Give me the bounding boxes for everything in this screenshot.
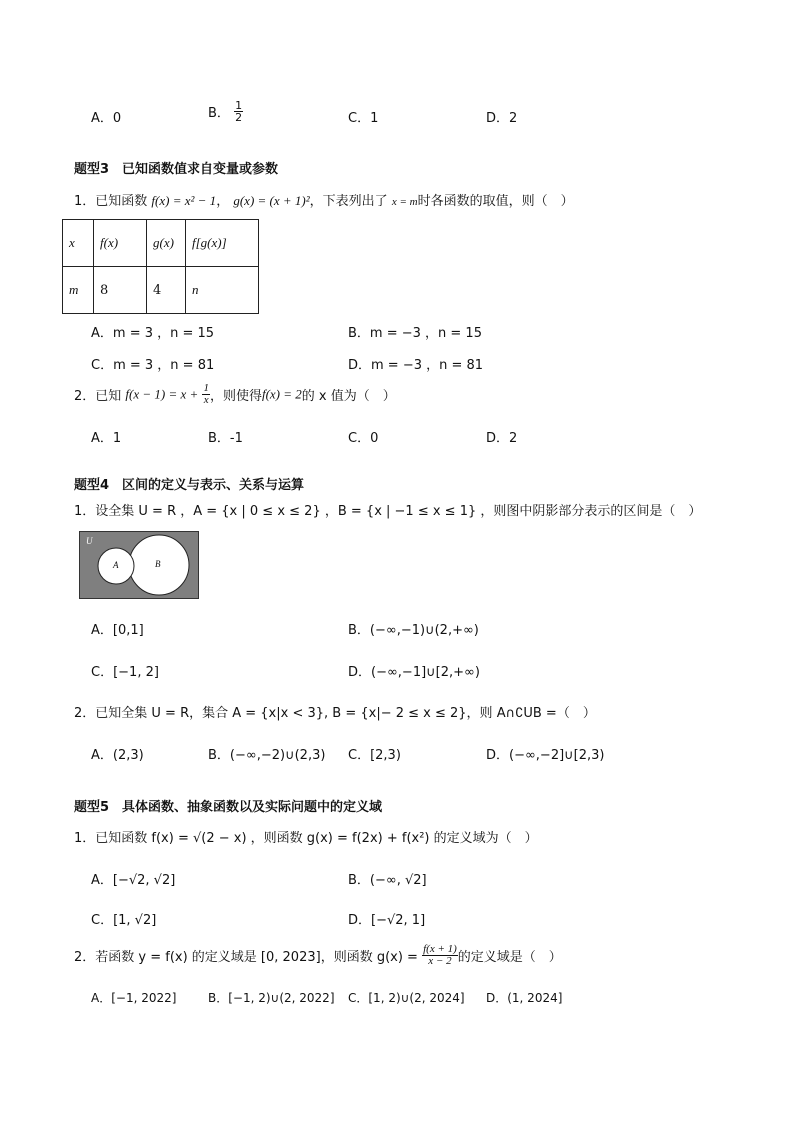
s5-q1-option-a: A．[−√2, √2] (91, 873, 176, 888)
venn-label-b: B (155, 559, 161, 569)
table-cell: g(x) (147, 220, 186, 267)
s4-q2-option-d: D．(−∞,−2]∪[2,3) (486, 748, 605, 763)
table-cell: f(x) (94, 220, 147, 267)
table-cell: f[g(x)] (186, 220, 259, 267)
section-title-3: 题型3 已知函数值求自变量或参数 (74, 162, 279, 177)
s3-q1-option-b: B．m = −3 ，n = 15 (348, 326, 482, 341)
s5-q1-option-c: C．[1, √2] (91, 913, 157, 928)
values-table (62, 219, 259, 314)
table-cell: x (63, 220, 94, 267)
s5-q2-option-b: B．[−1, 2)∪(2, 2022] (208, 991, 335, 1005)
table-row (63, 267, 259, 314)
s5-q1-option-b: B．(−∞, √2] (348, 873, 427, 888)
section-title-5: 题型5 具体函数、抽象函数以及实际问题中的定义域 (74, 800, 383, 815)
s5-q1-stem: 1．已知函数 f(x) = √(2 − x) ，则函数 g(x) = f(2x) + f(x²) 的定义域为（ ） (74, 831, 538, 846)
s4-q1-option-a: A．[0,1] (91, 623, 144, 638)
s4-q1-option-c: C．[−1, 2] (91, 665, 159, 680)
s5-q2-option-d: D．(1, 2024] (486, 991, 563, 1005)
s3-q2-stem: 2．已知 f(x − 1) = x + $\frac{1}{x}$ ，则使得f(x) = 2的 x 值为（ ） (74, 382, 396, 406)
table-cell: m (63, 267, 94, 314)
s4-q1-option-d: D．(−∞,−1]∪[2,+∞) (348, 665, 480, 680)
s5-q2-stem: 2．若函数 y = f(x) 的定义域是 [0, 2023]，则函数 g(x) = $\frac{f(x + 1)}{x - 2}$ 的定义域是（ ） (74, 943, 562, 967)
fraction-f-over-x-minus-2: $\frac{f(x + 1)}{x - 2}$ (423, 943, 457, 967)
s3-q2-option-d: D．2 (486, 431, 518, 446)
prev-option-b (208, 100, 243, 123)
s3-q1-stem: 1．已知函数 f(x) = x² − 1， g(x) = (x + 1)²，下表列出了 x = m时各函数的取值，则（ ） (74, 193, 574, 209)
s5-q1-option-d: D．[−√2, 1] (348, 913, 426, 928)
s3-q2-option-a: A．1 (91, 431, 122, 446)
s4-q2-option-b: B．(−∞,−2)∪(2,3) (208, 748, 326, 763)
s3-q1-option-c: C．m = 3 ，n = 81 (91, 358, 215, 373)
prev-option-d: D．2 (486, 111, 518, 126)
s4-q1-option-b: B．(−∞,−1)∪(2,+∞) (348, 623, 479, 638)
s3-q2-option-b: B．-1 (208, 431, 243, 446)
table-cell: 8 (94, 267, 147, 314)
s4-q2-option-c: C．[2,3) (348, 748, 401, 763)
venn-label-a: A (113, 560, 119, 570)
prev-option-b-label: B． (208, 106, 230, 121)
s5-q2-option-a: A．[−1, 2022] (91, 991, 177, 1005)
s3-q2-option-c: C．0 (348, 431, 379, 446)
s4-q2-stem: 2．已知全集 U = R，集合 A = {x|x < 3}, B = {x|− 2 ≤ x ≤ 2}，则 A∩∁UB =（ ） (74, 706, 596, 721)
fraction-one-half: $\frac{1}{2}$ (235, 99, 243, 124)
s5-q2-option-c: C．[1, 2)∪(2, 2024] (348, 991, 465, 1005)
table-cell: n (186, 267, 259, 314)
venn-label-u: U (86, 536, 93, 546)
s4-q2-option-a: A．(2,3) (91, 748, 144, 763)
s4-q1-stem: 1．设全集 U = R ，A = {x | 0 ≤ x ≤ 2} ，B = {x | −1 ≤ x ≤ 1} ，则图中阴影部分表示的区间是（ ） (74, 504, 702, 519)
s3-q1-option-d: D．m = −3 ，n = 81 (348, 358, 484, 373)
section-title-4: 题型4 区间的定义与表示、关系与运算 (74, 478, 305, 493)
venn-svg (80, 532, 198, 598)
s3-q1-option-a: A．m = 3 ，n = 15 (91, 326, 215, 341)
g-definition: g(x) = (x + 1)² (233, 193, 310, 208)
prev-option-c: C．1 (348, 111, 379, 126)
venn-diagram (79, 531, 199, 599)
table-header-row (63, 220, 259, 267)
fraction-one-over-x: $\frac{1}{x}$ (203, 382, 209, 406)
f-definition: f(x) = x² − 1 (151, 193, 217, 208)
table-cell: 4 (147, 267, 186, 314)
condition-x-eq-m: x = m (391, 196, 418, 208)
prev-option-a: A．0 (91, 111, 122, 126)
